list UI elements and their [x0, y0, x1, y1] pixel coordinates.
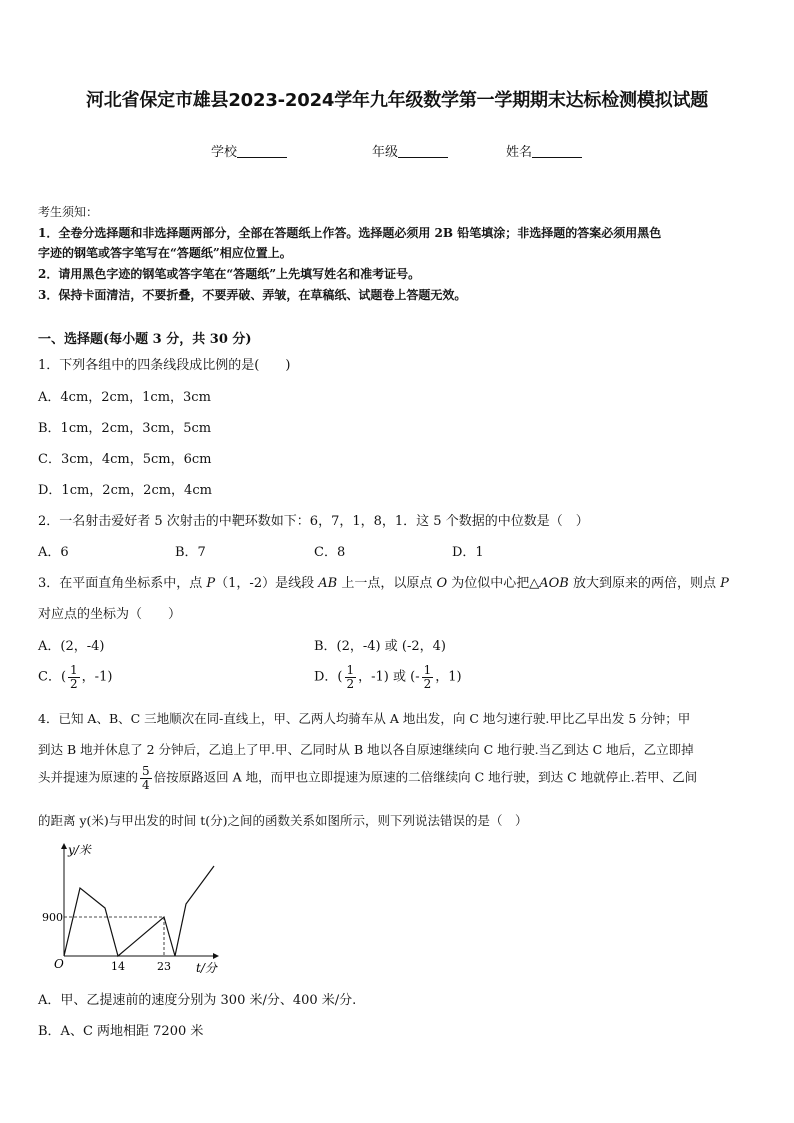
q4-line-4: 的距离 y(米)与甲出发的时间 t(分)之间的函数关系如图所示，则下列说法错误的是（ ） — [38, 813, 528, 828]
q3-option-c: C．( $\frac{1}{2}$ ，-1) — [38, 663, 113, 691]
q2-option-d: D．1 — [452, 545, 484, 560]
fraction: $\frac{5}{4}$ — [142, 764, 150, 792]
fraction: $\frac{1}{2}$ — [70, 663, 78, 691]
origin-label: O — [54, 957, 64, 971]
q2-option-c: C．8 — [314, 545, 346, 560]
x-axis-label: t/分 — [196, 961, 217, 975]
q4-line-3: 头并提速为原速的 $\frac{5}{4}$ 倍按原路返回 A 地，而甲也立即提速为原速的二倍继续向 C 地行驶，到达 C 地就停止.若甲、乙间 — [38, 764, 698, 792]
q1-option-a: A．4cm，2cm，1cm，3cm — [38, 390, 211, 405]
q3-stem: 3．在平面直角坐标系中，点 P（1，-2）是线段 AB 上一点，以原点 O 为位似中心把△AOB 放大到原来的两倍，则点 P — [38, 576, 729, 591]
x-tick-23: 23 — [157, 960, 171, 973]
q3-stem-cont: 对应点的坐标为（ ） — [38, 607, 182, 622]
q4-line-1: 4．已知 A、B、C 三地顺次在同-直线上，甲、乙两人均骑车从 A 地出发，向 C 地匀速行驶.甲比乙早出发 5 分钟；甲 — [38, 711, 691, 726]
q4-line-2: 到达 B 地并休息了 2 分钟后，乙追上了甲.甲、乙同时从 B 地以各自原速继续向 C 地行驶.当乙到达 C 地后，乙立即掉 — [38, 742, 694, 757]
q1-option-c: C．3cm，4cm，5cm，6cm — [38, 452, 212, 467]
grade-field — [372, 141, 448, 160]
notice-item-3: 3．保持卡面清洁，不要折叠，不要弄破、弄皱，在草稿纸、试题卷上答题无效。 — [38, 288, 467, 302]
grade-blank — [398, 145, 448, 158]
q4-option-b: B．A、C 两地相距 7200 米 — [38, 1024, 204, 1039]
notice-item-1: 1．全卷分选择题和非选择题两部分，全部在答题纸上作答。选择题必须用 2B 铅笔填涂；非选择题的答案必须用黑色 — [38, 226, 662, 240]
q3-option-b: B．(2，-4) 或 (-2，4) — [314, 639, 446, 654]
school-field — [211, 141, 287, 160]
section-heading: 一、选择题(每小题 3 分，共 30 分) — [38, 332, 252, 347]
q3-option-d: D．( $\frac{1}{2}$ ，-1) 或 (- $\frac{1}{2}$ ，1) — [314, 663, 462, 691]
school-blank — [237, 145, 287, 158]
q1-option-d: D．1cm，2cm，2cm，4cm — [38, 483, 212, 498]
fraction: $\frac{1}{2}$ — [346, 663, 355, 691]
graph-curve — [64, 866, 214, 956]
q1-option-b: B．1cm，2cm，3cm，5cm — [38, 421, 212, 436]
x-tick-14: 14 — [111, 960, 125, 973]
q2-option-a: A．6 — [38, 545, 69, 560]
notice-item-2: 2．请用黑色字迹的钢笔或答字笔在“答题纸”上先填写姓名和准考证号。 — [38, 267, 421, 281]
q1-stem: 1．下列各组中的四条线段成比例的是( ) — [38, 358, 291, 373]
notice-header: 考生须知： — [38, 205, 99, 219]
page-title: 河北省保定市雄县2023-2024学年九年级数学第一学期期末达标检测模拟试题 — [85, 90, 709, 111]
q4-option-a: A．甲、乙提速前的速度分别为 300 米/分、400 米/分. — [38, 993, 357, 1008]
notice-item-1-cont: 字迹的钢笔或答字笔写在“答题纸”相应位置上。 — [38, 246, 292, 260]
y-axis-label: y/米 — [68, 843, 91, 857]
q3-option-a: A．(2，-4) — [38, 639, 105, 654]
y-tick-900: 900 — [42, 911, 63, 924]
name-field — [506, 141, 582, 160]
distance-time-graph — [40, 838, 230, 978]
q2-option-b: B．7 — [175, 545, 206, 560]
grade-label: 年级 — [372, 145, 399, 160]
name-blank — [532, 145, 582, 158]
q2-stem: 2．一名射击爱好者 5 次射击的中靶环数如下：6，7，1，8，1．这 5 个数据的中位数是（ ） — [38, 514, 589, 529]
school-label: 学校 — [211, 145, 238, 160]
name-label: 姓名 — [506, 145, 533, 160]
fraction: $\frac{1}{2}$ — [423, 663, 432, 691]
